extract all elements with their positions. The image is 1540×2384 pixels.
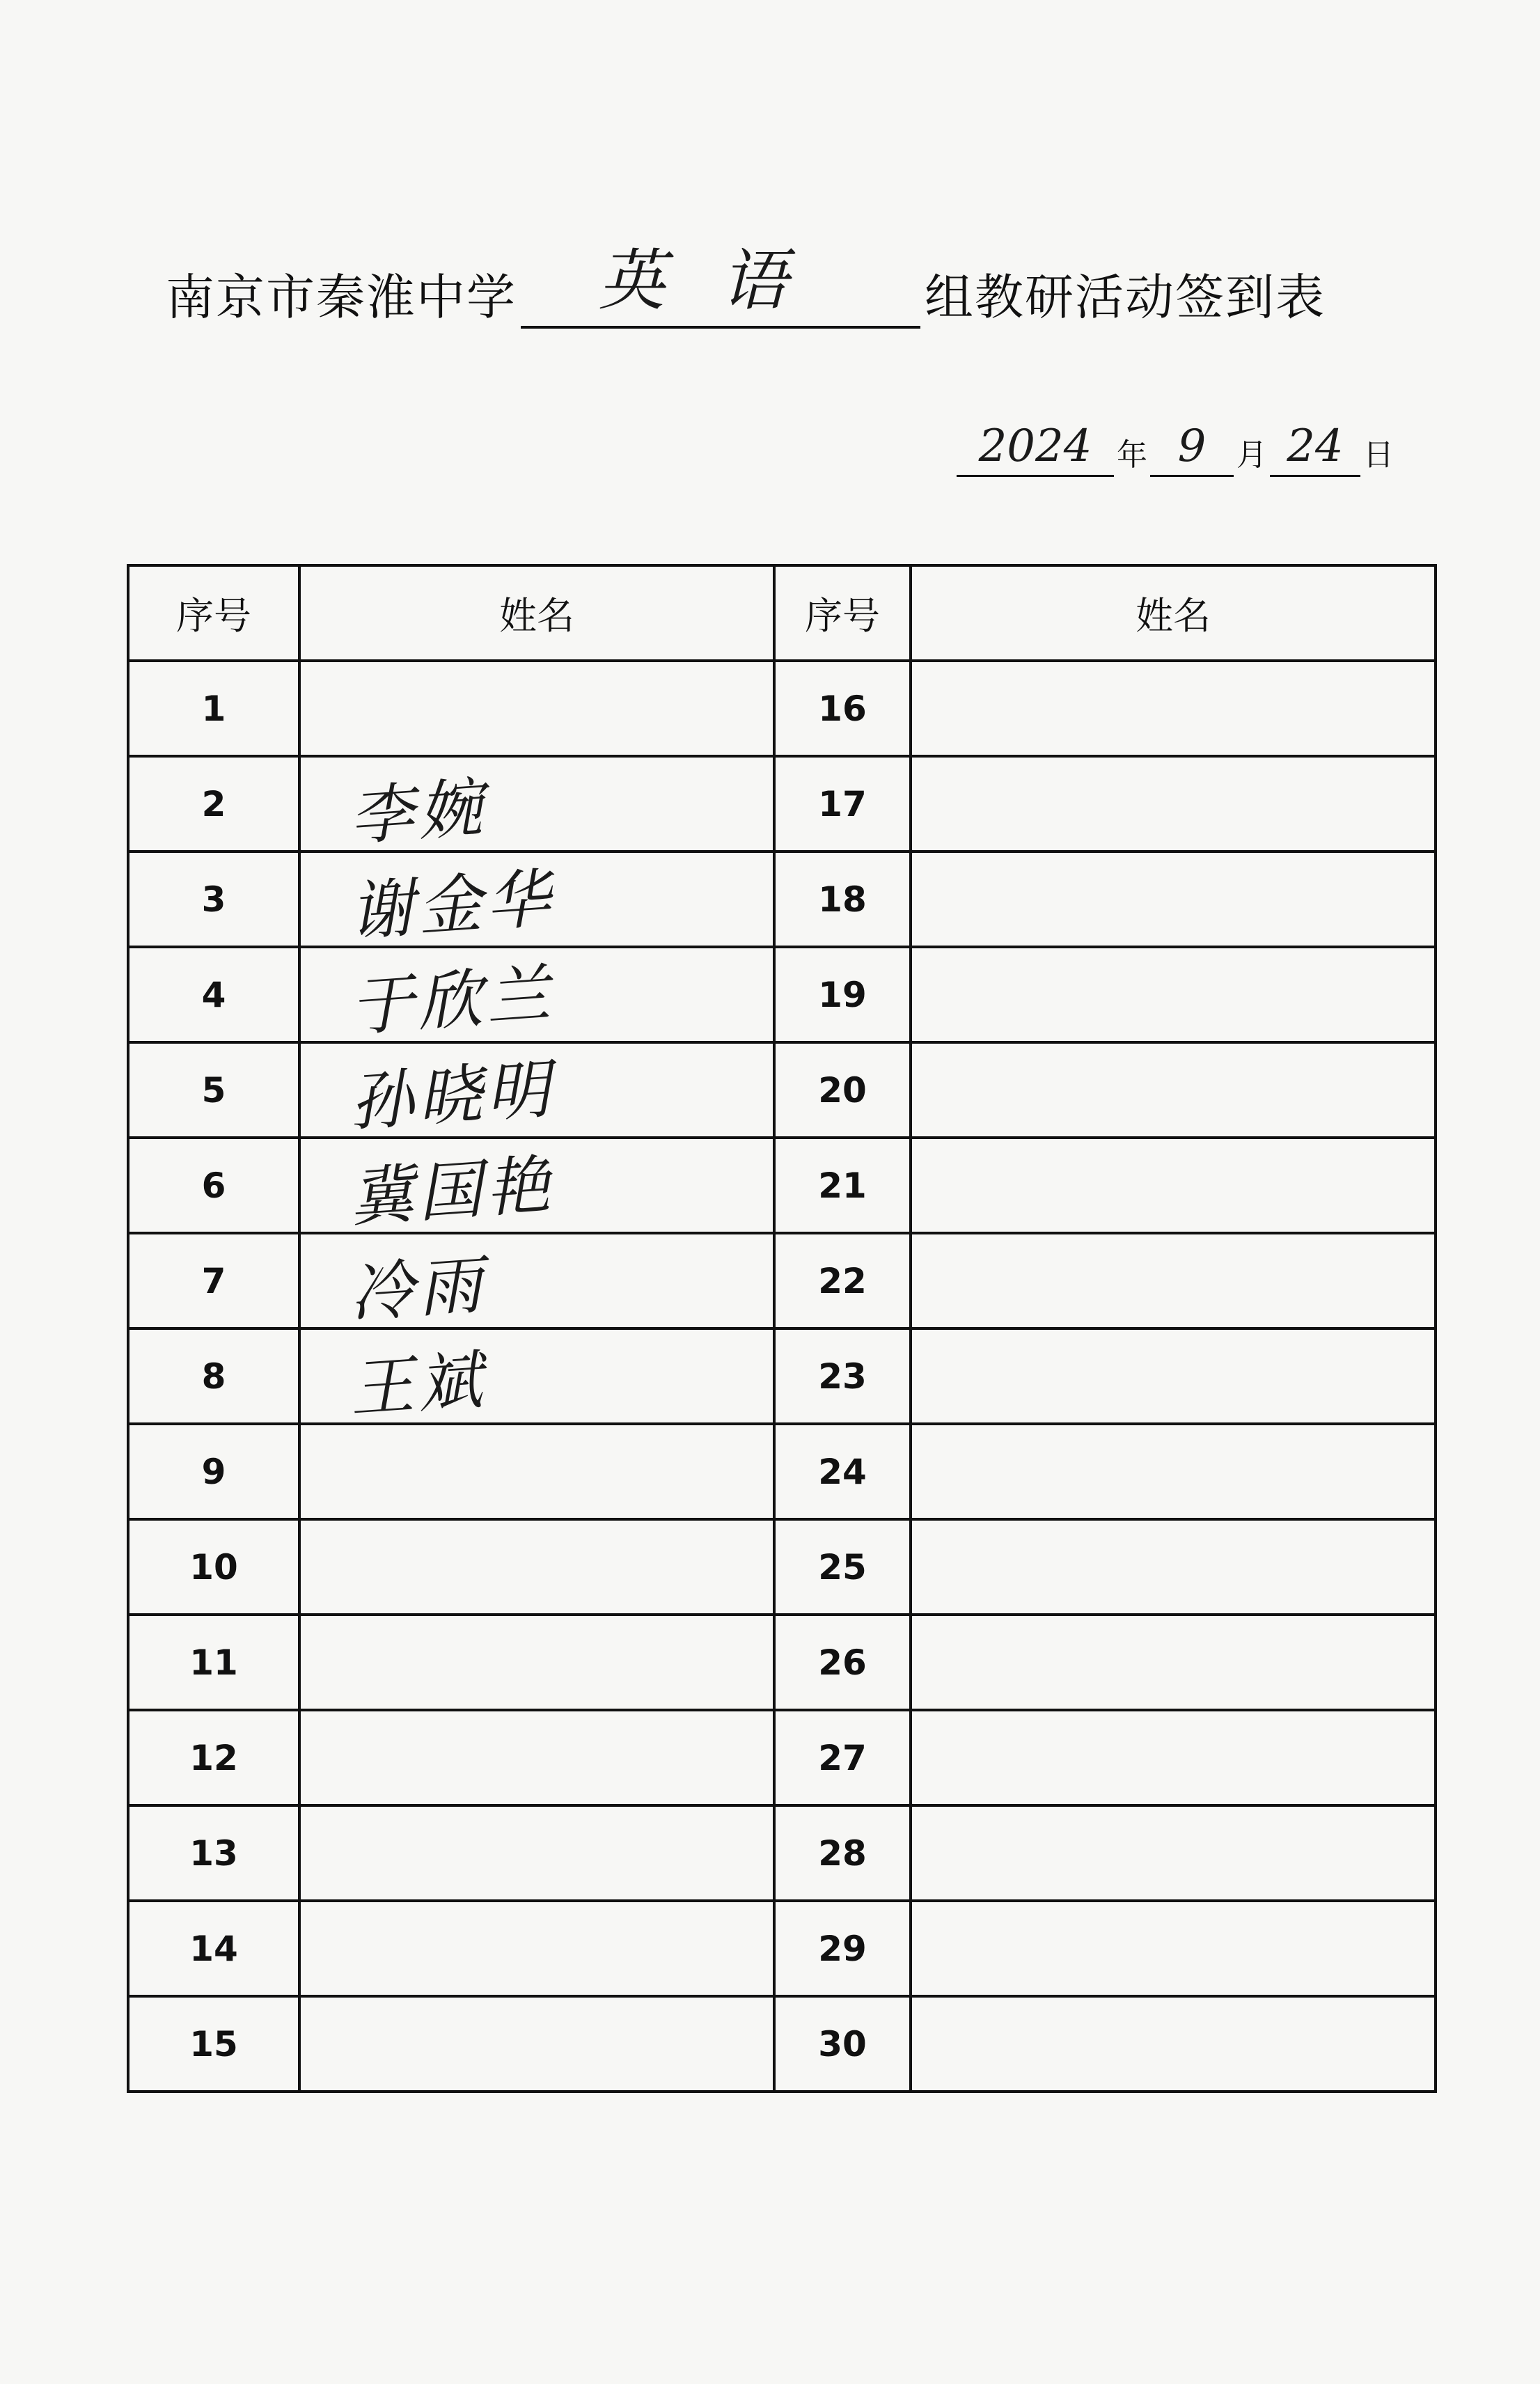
row-number-right: 16 [774,661,911,756]
header-name-left: 姓名 [299,565,774,661]
row-number-left: 7 [128,1233,299,1328]
name-cell-right[interactable] [911,1901,1436,1996]
subject-handwriting: 英语 [598,242,843,320]
name-cell-right[interactable] [911,756,1436,852]
page-title [166,242,1326,329]
row-number-left: 8 [128,1328,299,1424]
name-cell-left[interactable] [299,1424,774,1519]
row-number-left: 12 [128,1710,299,1805]
day-label: 日 [1363,437,1394,473]
row-number-right: 24 [774,1424,911,1519]
name-cell-left[interactable] [299,1519,774,1615]
name-cell-right[interactable] [911,1424,1436,1519]
school-name: 南京市秦淮中学 [166,269,517,326]
name-cell-left[interactable] [299,1805,774,1901]
name-cell-left[interactable] [299,1138,774,1236]
name-cell-right[interactable] [911,661,1436,756]
table-row [128,1233,1436,1328]
title-suffix: 组教研活动签到表 [925,269,1326,326]
row-number-right: 21 [774,1138,911,1233]
date-line [954,407,1394,477]
name-cell-left[interactable] [299,756,774,852]
row-number-left: 1 [128,661,299,756]
handwritten-signature: 李婉 [347,770,489,854]
name-cell-left[interactable] [299,661,774,756]
table-header-row [128,565,1436,661]
table-row [128,756,1436,852]
row-number-left: 5 [128,1042,299,1138]
name-cell-left[interactable] [299,1901,774,1996]
row-number-right: 25 [774,1519,911,1615]
row-number-left: 14 [128,1901,299,1996]
name-cell-left[interactable] [299,1710,774,1805]
handwritten-signature: 于欣兰 [347,956,557,1045]
name-cell-left[interactable] [299,852,774,950]
subject-blank[interactable] [521,242,920,329]
name-cell-right[interactable] [911,1805,1436,1901]
name-cell-right[interactable] [911,1042,1436,1138]
row-number-right: 17 [774,756,911,852]
row-number-left: 11 [128,1615,299,1710]
row-number-right: 18 [774,852,911,947]
day-handwriting: 24 [1287,421,1344,472]
name-cell-right[interactable] [911,1615,1436,1710]
row-number-left: 10 [128,1519,299,1615]
name-cell-left[interactable] [299,947,774,1045]
name-cell-right[interactable] [911,852,1436,947]
table-row [128,1138,1436,1233]
handwritten-signature: 谢金华 [347,861,557,950]
name-cell-right[interactable] [911,1710,1436,1805]
name-cell-left[interactable] [299,1328,774,1427]
table-row [128,1042,1436,1138]
row-number-right: 20 [774,1042,911,1138]
row-number-left: 6 [128,1138,299,1233]
handwritten-signature: 王斌 [347,1342,489,1427]
month-handwriting: 9 [1177,421,1207,472]
table-row [128,661,1436,756]
header-number-right: 序号 [774,565,911,661]
day-blank[interactable] [1270,412,1360,477]
row-number-left: 2 [128,756,299,852]
year-blank[interactable] [957,412,1114,477]
table-row [128,852,1436,947]
handwritten-signature: 孙晓明 [347,1051,557,1140]
handwritten-signature: 冀国艳 [347,1147,557,1236]
name-cell-left[interactable] [299,1996,774,2092]
name-cell-right[interactable] [911,1519,1436,1615]
handwritten-signature: 冷雨 [347,1247,489,1331]
row-number-right: 27 [774,1710,911,1805]
table-row [128,1424,1436,1519]
name-cell-right[interactable] [911,1328,1436,1424]
table-row [128,1615,1436,1710]
table-row [128,1328,1436,1424]
month-label: 月 [1236,437,1267,473]
table-row [128,947,1436,1042]
name-cell-left[interactable] [299,1233,774,1331]
table-row [128,1996,1436,2092]
table-row [128,1901,1436,1996]
row-number-right: 22 [774,1233,911,1328]
row-number-right: 28 [774,1805,911,1901]
year-handwriting: 2024 [978,421,1092,472]
name-cell-left[interactable] [299,1042,774,1138]
month-blank[interactable] [1150,412,1234,477]
row-number-left: 13 [128,1805,299,1901]
table-row [128,1805,1436,1901]
row-number-right: 29 [774,1901,911,1996]
row-number-right: 19 [774,947,911,1042]
name-cell-right[interactable] [911,1138,1436,1233]
row-number-left: 9 [128,1424,299,1519]
sign-in-table [127,564,1437,2093]
header-name-right: 姓名 [911,565,1436,661]
name-cell-right[interactable] [911,947,1436,1042]
row-number-right: 23 [774,1328,911,1424]
table-row [128,1519,1436,1615]
year-label: 年 [1117,437,1147,473]
name-cell-left[interactable] [299,1615,774,1710]
row-number-left: 3 [128,852,299,947]
row-number-left: 4 [128,947,299,1042]
table-row [128,1710,1436,1805]
name-cell-right[interactable] [911,1996,1436,2092]
header-number-left: 序号 [128,565,299,661]
row-number-right: 26 [774,1615,911,1710]
name-cell-right[interactable] [911,1233,1436,1328]
row-number-right: 30 [774,1996,911,2092]
row-number-left: 15 [128,1996,299,2092]
